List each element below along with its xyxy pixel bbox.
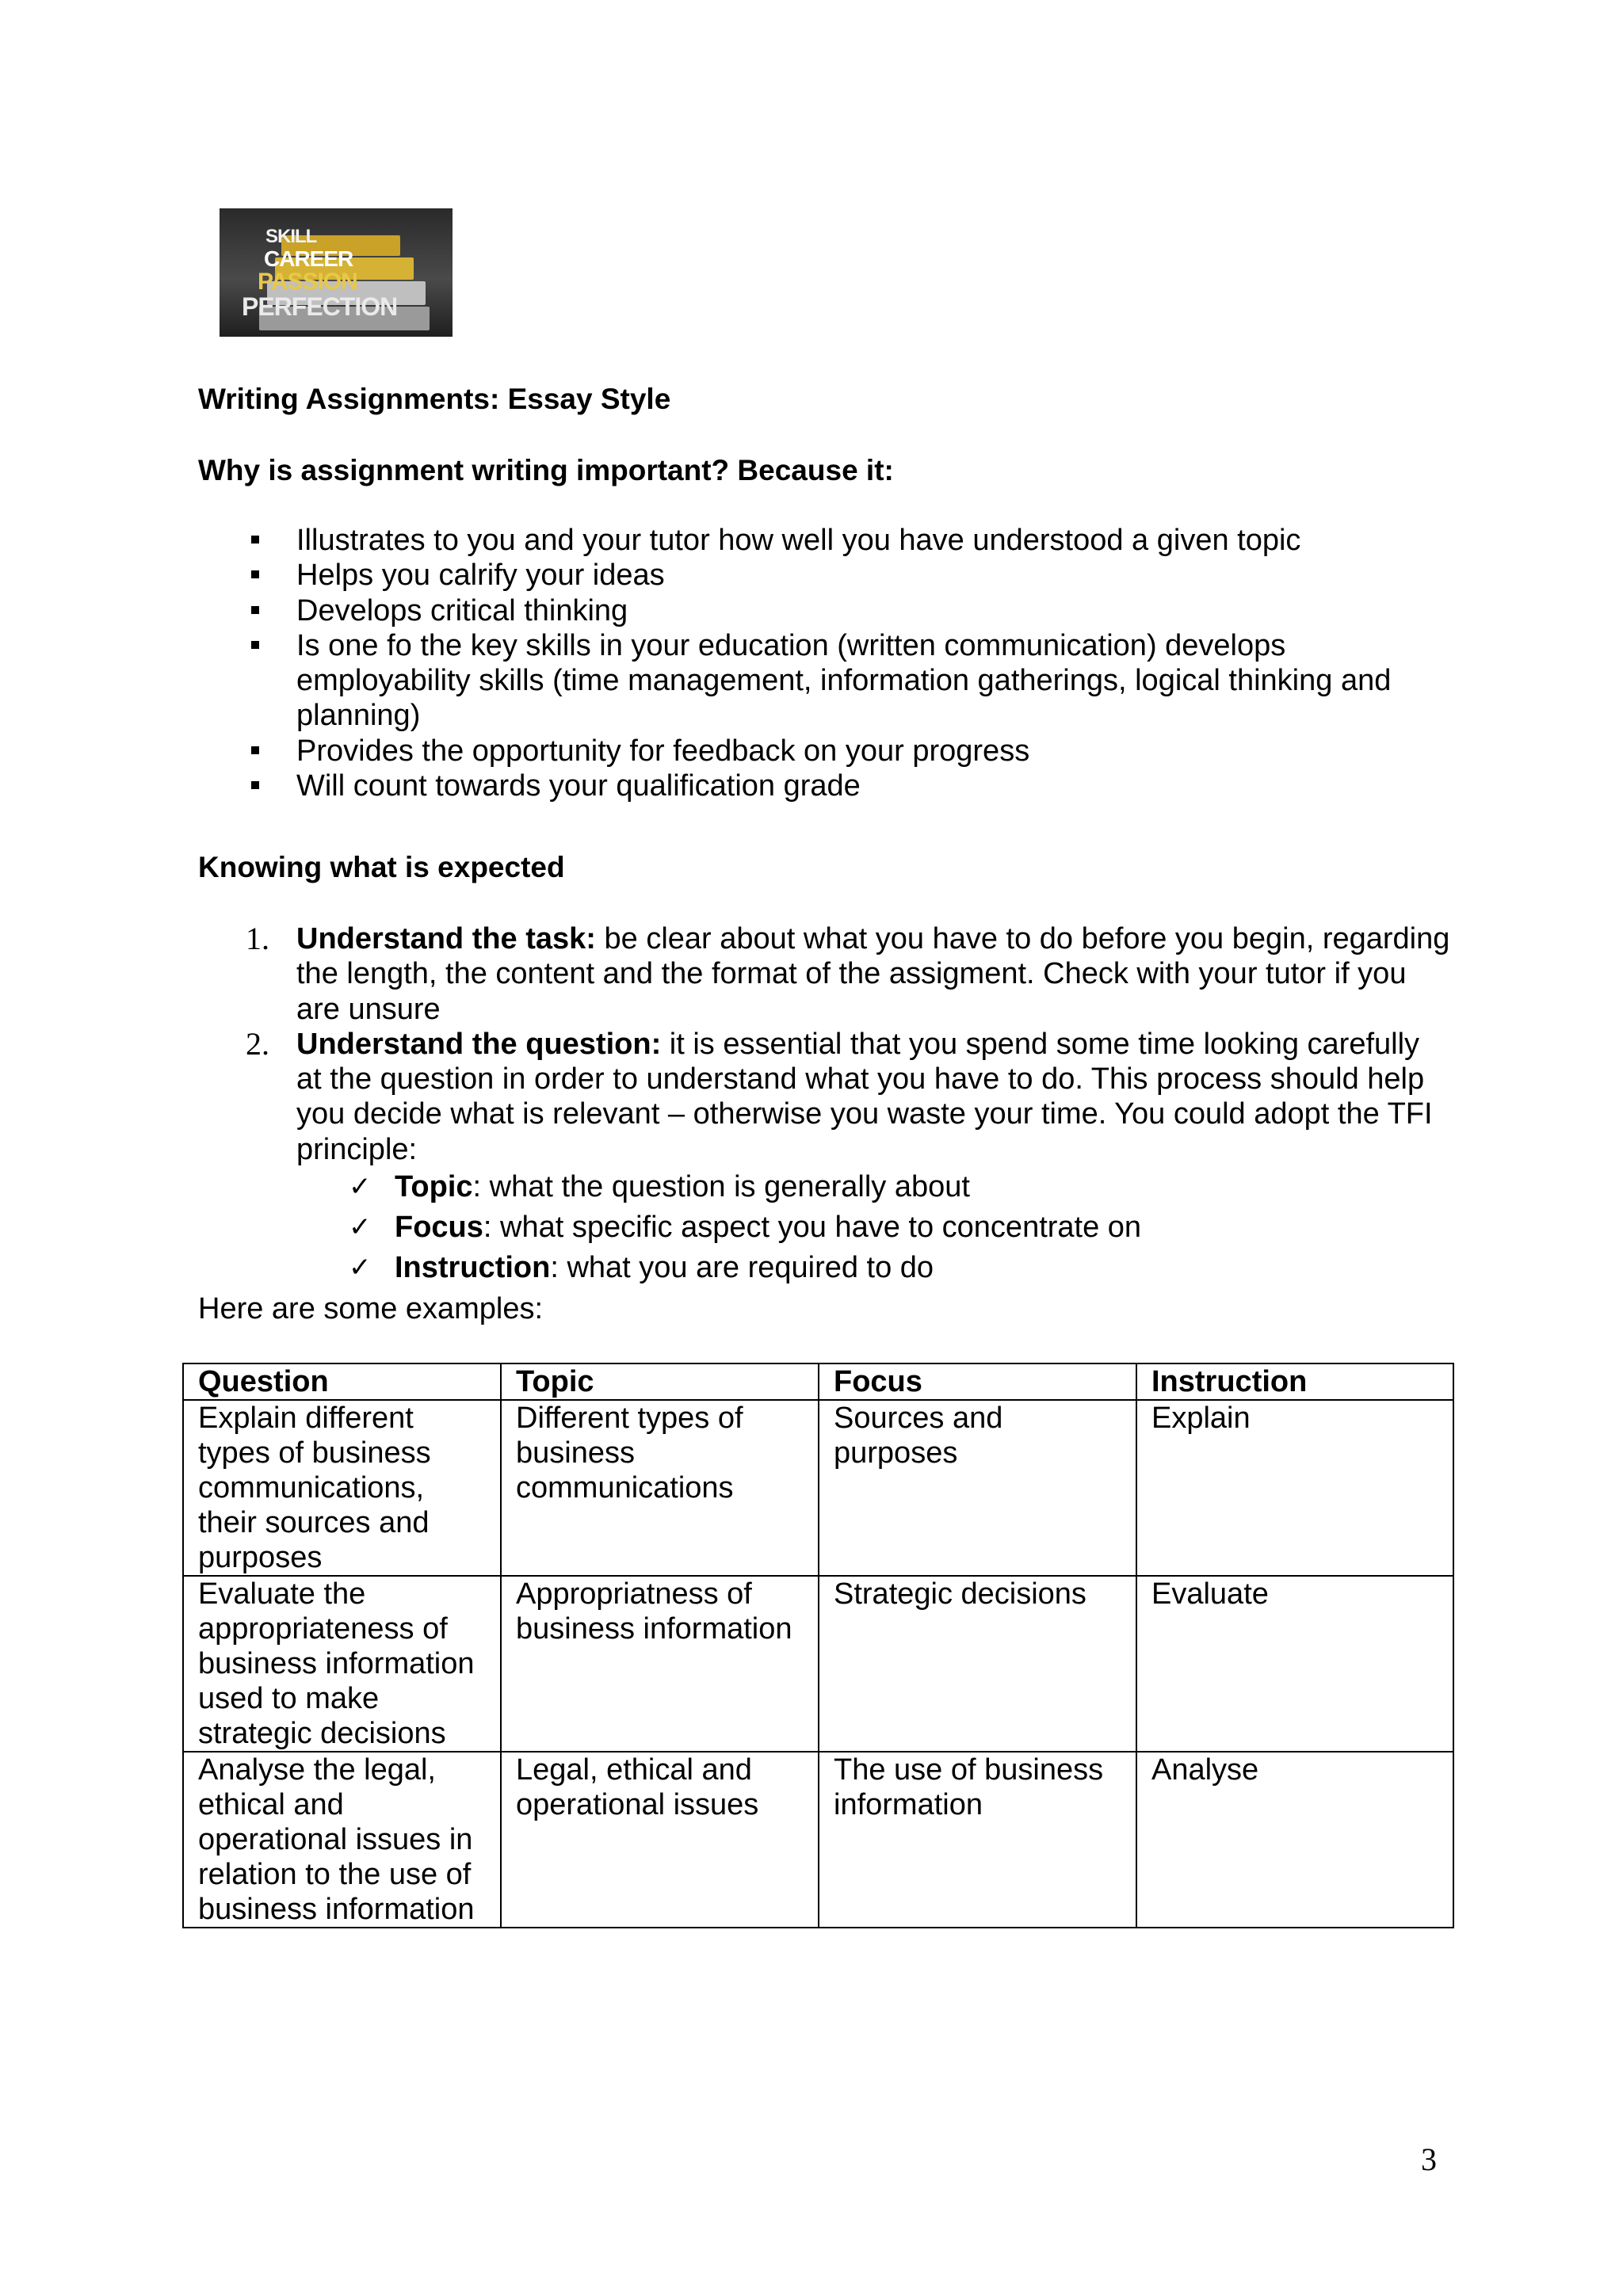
square-bullet-icon: [251, 536, 259, 543]
steps-numbered-list: [198, 921, 1450, 1288]
bullet-item: Provides the opportunity for feedback on your progress: [198, 734, 1434, 769]
importance-bullet-list: [198, 523, 1434, 803]
cell-question: Explain different types of business communications, their sources and purposes: [183, 1400, 501, 1576]
checkmark-icon: ✓: [349, 1252, 372, 1284]
bullet-item: Is one fo the key skills in your education (written communication) develops employability skills (time management, information gatherings, logical thinking and planning): [198, 628, 1434, 734]
step-text: be clear about what you have to do before you begin, regarding the length, the content and the format of the assigment. Check with your tutor if you are unsure: [296, 922, 1450, 1026]
table-row: [183, 1576, 1453, 1752]
header-instruction: Instruction: [1136, 1363, 1453, 1400]
step-number: 1.: [246, 921, 269, 956]
square-bullet-icon: [251, 606, 259, 614]
square-bullet-icon: [251, 746, 259, 754]
tfi-item: ✓ Instruction: what you are required to do: [296, 1248, 1450, 1288]
header-topic: Topic: [501, 1363, 819, 1400]
step-title: Understand the task:: [296, 922, 596, 955]
logo-word-skill: SKILL: [265, 226, 317, 247]
step-text: it is essential that you spend some time looking carefully at the question in order to understand what you have to do. This process should help you decide what is relevant – otherwise you waste your time. You could adopt the TFI principle:: [296, 1027, 1433, 1166]
cell-topic: Appropriatness of business information: [501, 1576, 819, 1752]
cell-question: Evaluate the appropriateness of business information used to make strategic decisions: [183, 1576, 501, 1752]
checkmark-icon: ✓: [349, 1211, 372, 1244]
header-focus: Focus: [819, 1363, 1136, 1400]
tfi-item: ✓ Focus: what specific aspect you have to concentrate on: [296, 1207, 1450, 1248]
logo-word-perfection: PERFECTION: [242, 292, 398, 321]
square-bullet-icon: [251, 781, 259, 789]
expected-heading: Knowing what is expected: [198, 851, 565, 883]
table-header-row: [183, 1363, 1453, 1400]
cell-focus: The use of business information: [819, 1752, 1136, 1928]
bullet-item: Illustrates to you and your tutor how well you have understood a given topic: [198, 523, 1434, 558]
square-bullet-icon: [251, 641, 259, 649]
table-row: [183, 1400, 1453, 1576]
cell-topic: Legal, ethical and operational issues: [501, 1752, 819, 1928]
square-bullet-icon: [251, 570, 259, 578]
step-item: [198, 1027, 1450, 1288]
cell-topic: Different types of business communications: [501, 1400, 819, 1576]
step-number: 2.: [246, 1025, 269, 1062]
examples-intro: Here are some examples:: [198, 1292, 544, 1325]
checkmark-icon: ✓: [349, 1171, 372, 1203]
cell-question: Analyse the legal, ethical and operational issues in relation to the use of business information: [183, 1752, 501, 1928]
bullet-item: Develops critical thinking: [198, 593, 1434, 628]
step-title: Understand the question:: [296, 1027, 662, 1061]
logo-word-passion: PASSION: [258, 269, 357, 295]
page-title: Writing Assignments: Essay Style: [198, 383, 671, 415]
step-item: [198, 921, 1450, 1027]
cell-focus: Sources and purposes: [819, 1400, 1136, 1576]
tfi-checklist: [296, 1167, 1450, 1288]
page-number: 3: [1421, 2142, 1437, 2177]
table-row: [183, 1752, 1453, 1928]
cell-focus: Strategic decisions: [819, 1576, 1136, 1752]
cell-instruction: Explain: [1136, 1400, 1453, 1576]
cell-instruction: Evaluate: [1136, 1576, 1453, 1752]
why-heading: Why is assignment writing important? Because it:: [198, 454, 894, 486]
bullet-item: Will count towards your qualification grade: [198, 769, 1434, 803]
tfi-item: ✓ Topic: what the question is generally about: [296, 1167, 1450, 1207]
logo-word-career: CAREER: [264, 246, 353, 271]
header-question: Question: [183, 1363, 501, 1400]
examples-table: [182, 1363, 1454, 1928]
cell-instruction: Analyse: [1136, 1752, 1453, 1928]
bullet-item: Helps you calrify your ideas: [198, 558, 1434, 593]
skill-career-logo-image: [220, 208, 453, 337]
